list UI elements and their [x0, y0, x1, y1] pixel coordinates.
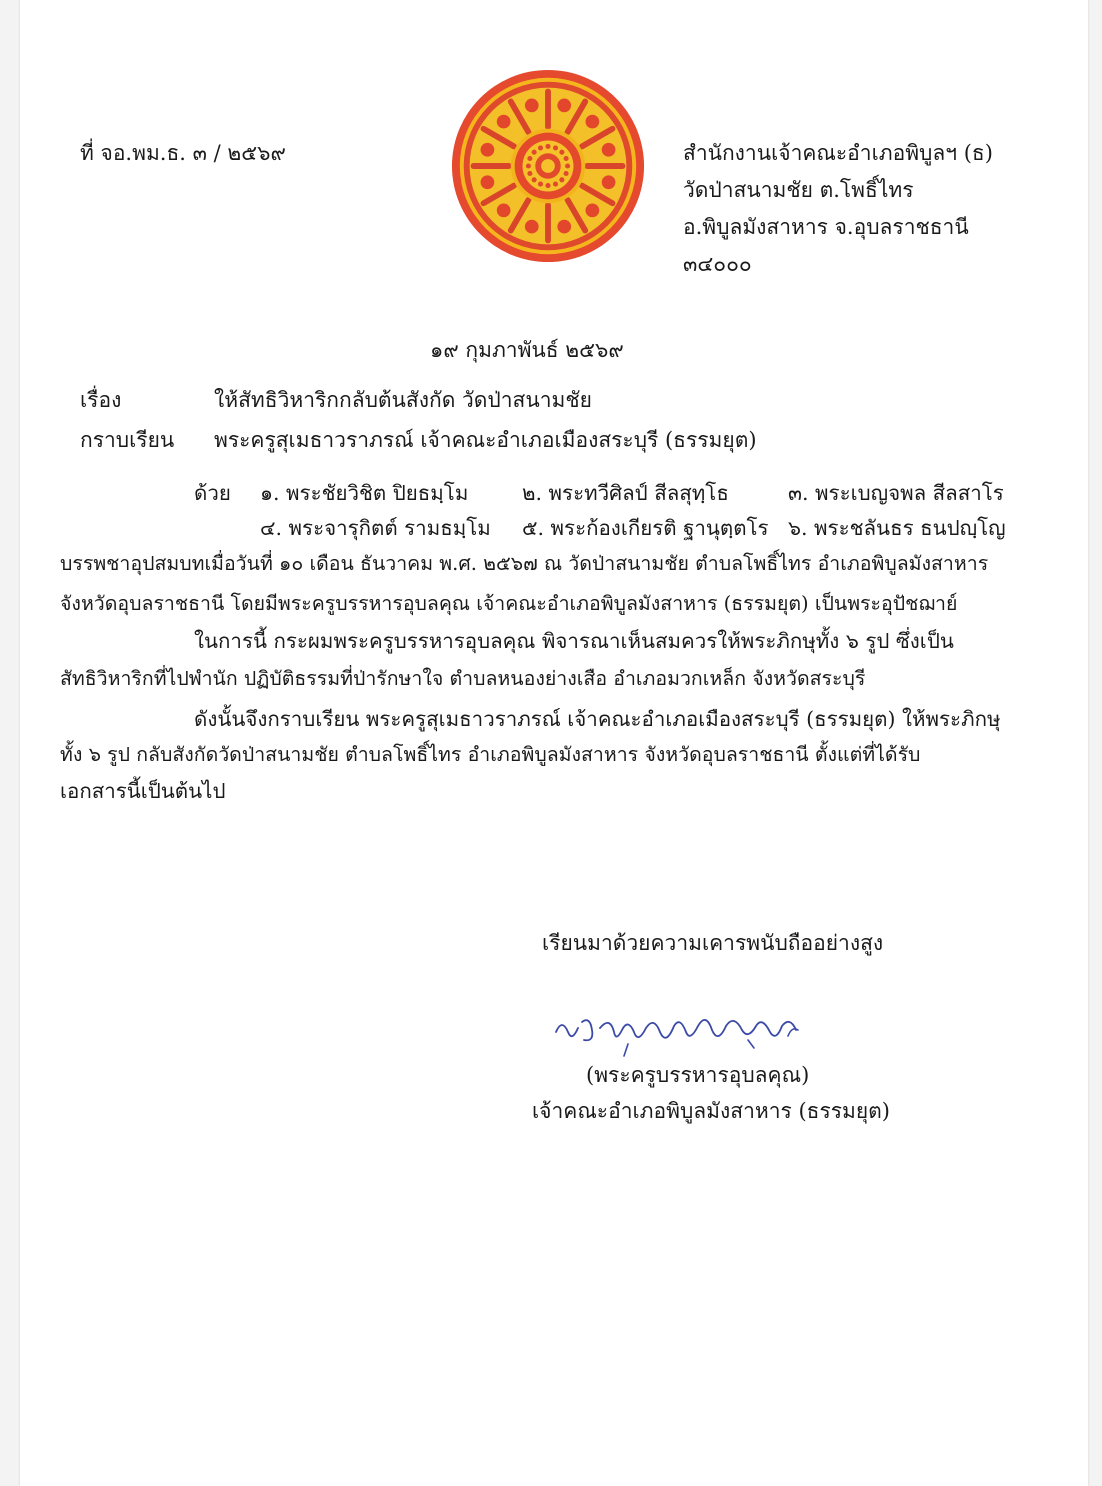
body-text: ดังนั้นจึงกราบเรียน พระครูสุเมธาวราภรณ์ เจ้าคณะอำเภอเมืองสระบุรี (ธรรมยุต) ให้พระภิกษุ [194, 707, 1001, 731]
letter-page [20, 0, 1088, 1486]
signer-name: (พระครูบรรหารอุบลคุณ) [586, 1063, 810, 1087]
recipient-text: พระครูสุเมธาวราภรณ์ เจ้าคณะอำเภอเมืองสระบุรี (ธรรมยุต) [214, 428, 757, 452]
office-line: ๓๔๐๐๐ [683, 252, 752, 276]
body-text: จังหวัดอุบลราชธานี โดยมีพระครูบรรหารอุบลคุณ เจ้าคณะอำเภอพิบูลมังสาหาร (ธรรมยุต) เป็นพระอุปัชฌาย์ [60, 592, 958, 615]
subject-label: เรื่อง [80, 388, 122, 412]
body-text: บรรพชาอุปสมบทเมื่อวันที่ ๑๐ เดือน ธันวาคม พ.ศ. ๒๕๖๗ ณ วัดป่าสนามชัย ตำบลโพธิ์ไทร อำเภอพิบูลมังสาหาร [60, 552, 989, 575]
body-text: ทั้ง ๖ รูป กลับสังกัดวัดป่าสนามชัย ตำบลโพธิ์ไทร อำเภอพิบูลมังสาหาร จังหวัดอุบลราชธานี ตั้งแต่ที่ได้รับ [60, 743, 921, 766]
body-text: ๑. พระชัยวิชิต ปิยธมฺโม [260, 481, 469, 505]
office-line: อ.พิบูลมังสาหาร จ.อุบลราชธานี [683, 215, 969, 239]
subject-text: ให้สัทธิวิหาริกกลับต้นสังกัด วัดป่าสนามชัย [214, 388, 592, 412]
reference-number: ที่ จอ.พม.ธ. ๓ / ๒๕๖๙ [80, 141, 286, 165]
body-text: ด้วย [194, 481, 231, 505]
office-line: วัดป่าสนามชัย ต.โพธิ์ไทร [683, 178, 914, 202]
body-text: ๓. พระเบญจพล สีลสาโร [788, 481, 1004, 505]
recipient-label: กราบเรียน [80, 428, 175, 452]
body-text: ๒. พระทวีศิลป์ สีลสุทฺโธ [522, 481, 729, 505]
body-text: ในการนี้ กระผมพระครูบรรหารอุบลคุณ พิจารณาเห็นสมควรให้พระภิกษุทั้ง ๖ รูป ซึ่งเป็น [194, 629, 954, 653]
handwritten-signature [548, 1002, 868, 1062]
sender-office-address [683, 136, 993, 284]
office-line: สำนักงานเจ้าคณะอำเภอพิบูลฯ (ธ) [683, 141, 993, 165]
body-text: ๔. พระจารุกิตต์ รามธมฺโม [260, 516, 491, 540]
body-text: สัทธิวิหาริกที่ไปพำนัก ปฏิบัติธรรมที่ป่ารักษาใจ ตำบลหนองย่างเสือ อำเภอมวกเหล็ก จังหวัดสระบุรี [60, 667, 866, 690]
body-text: ๖. พระชลันธร ธนปญฺโญ [788, 516, 1006, 540]
closing-phrase: เรียนมาด้วยความเคารพนับถืออย่างสูง [542, 931, 884, 955]
dharma-wheel-emblem [450, 68, 646, 264]
body-text: ๕. พระก้องเกียรติ ฐานุตฺตโร [522, 516, 769, 540]
signer-title: เจ้าคณะอำเภอพิบูลมังสาหาร (ธรรมยุต) [532, 1099, 891, 1123]
letter-date: ๑๙ กุมภาพันธ์ ๒๕๖๙ [430, 338, 624, 362]
body-text: เอกสารนี้เป็นต้นไป [60, 779, 226, 803]
